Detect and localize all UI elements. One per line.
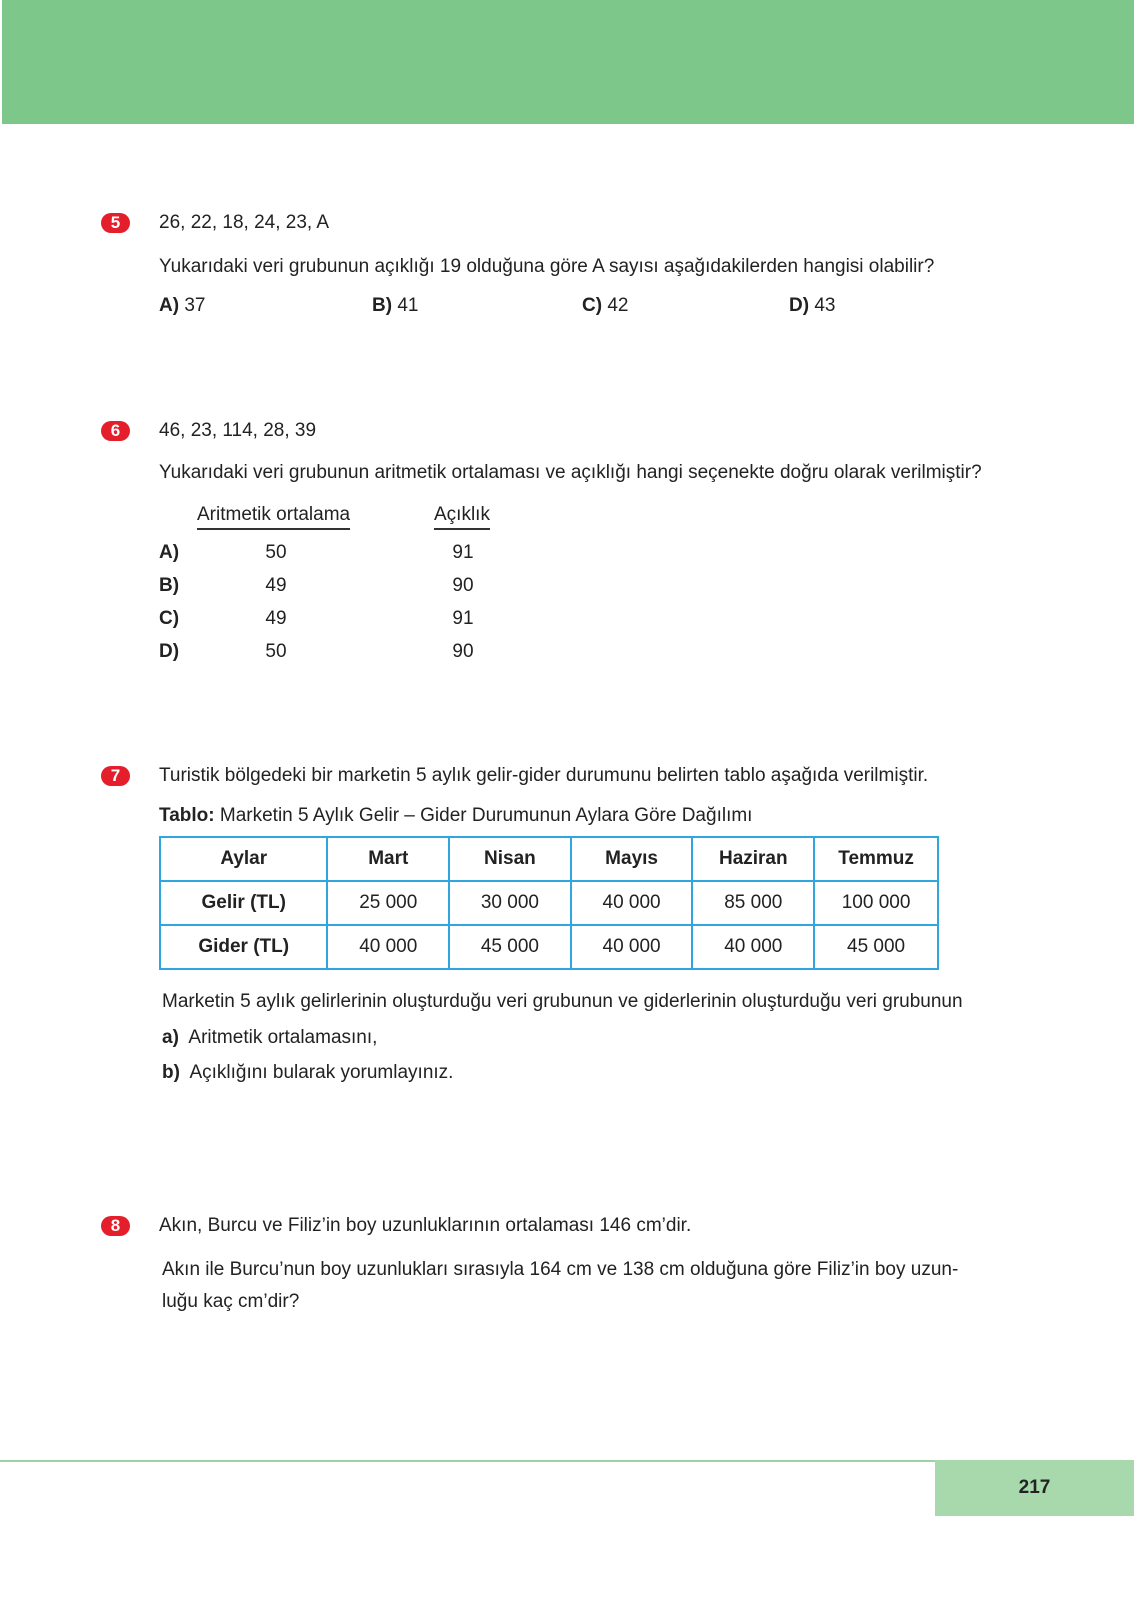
table-header-cell: Nisan — [449, 837, 571, 881]
q7-part-b: b) Açıklığını bularak yorumlayınız. — [162, 1062, 454, 1083]
table-cell: 40 000 — [327, 925, 449, 969]
table-cell: 40 000 — [571, 881, 693, 925]
option-mean: 49 — [265, 608, 287, 629]
q6-range-header: Açıklık — [434, 504, 490, 530]
table-header-cell: Mart — [327, 837, 449, 881]
q8-line1: Akın, Burcu ve Filiz’in boy uzunluklarının ortalaması 146 cm’dir. — [159, 1215, 692, 1236]
q6-mean-header: Aritmetik ortalama — [197, 504, 350, 530]
q5-option-d[interactable]: D) 43 — [789, 295, 836, 316]
option-range: 91 — [452, 608, 474, 629]
q6-data: 46, 23, 114, 28, 39 — [159, 420, 317, 441]
table-row — [160, 881, 938, 925]
option-label: D) — [159, 641, 180, 662]
q7-table-caption: Tablo: Marketin 5 Aylık Gelir – Gider Durumunun Aylara Göre Dağılımı — [159, 805, 753, 826]
table-header-cell: Mayıs — [571, 837, 693, 881]
table-cell: 30 000 — [449, 881, 571, 925]
table-row-label: Gelir (TL) — [160, 881, 327, 925]
option-label: C) — [159, 608, 180, 629]
table-cell: 85 000 — [692, 881, 814, 925]
table-header-cell: Haziran — [692, 837, 814, 881]
option-range: 90 — [452, 641, 474, 662]
q5-option-a[interactable]: A) 37 — [159, 295, 206, 316]
q5-option-c[interactable]: C) 42 — [582, 295, 629, 316]
table-cell: 25 000 — [327, 881, 449, 925]
option-range: 90 — [452, 575, 474, 596]
table-cell: 45 000 — [449, 925, 571, 969]
table-row — [160, 925, 938, 969]
option-mean: 49 — [265, 575, 287, 596]
q7-intro: Turistik bölgedeki bir marketin 5 aylık gelir-gider durumunu belirten tablo aşağıda verilmiştir. — [159, 765, 929, 786]
q8-line3: luğu kaç cm’dir? — [162, 1291, 300, 1312]
table-header-row — [160, 837, 938, 881]
q5-option-b[interactable]: B) 41 — [372, 295, 419, 316]
page-number: 217 — [935, 1460, 1134, 1516]
question-number-badge: 6 — [101, 421, 130, 441]
table-cell: 45 000 — [814, 925, 938, 969]
q6-question: Yukarıdaki veri grubunun aritmetik ortalaması ve açıklığı hangi seçenekte doğru olarak verilmiştir? — [159, 462, 982, 483]
q5-question: Yukarıdaki veri grubunun açıklığı 19 olduğuna göre A sayısı aşağıdakilerden hangisi olabilir? — [159, 256, 935, 277]
q5-data: 26, 22, 18, 24, 23, A — [159, 212, 330, 233]
option-label: A) — [159, 542, 180, 563]
income-expense-table — [159, 836, 939, 970]
table-header-cell: Temmuz — [814, 837, 938, 881]
q7-part-a: a) Aritmetik ortalamasını, — [162, 1027, 378, 1048]
option-range: 91 — [452, 542, 474, 563]
table-header-cell: Aylar — [160, 837, 327, 881]
header-band — [2, 0, 1134, 124]
table-cell: 40 000 — [692, 925, 814, 969]
table-cell: 40 000 — [571, 925, 693, 969]
option-label: B) — [159, 575, 180, 596]
question-number-badge: 5 — [101, 213, 130, 233]
option-mean: 50 — [265, 641, 287, 662]
option-mean: 50 — [265, 542, 287, 563]
table-cell: 100 000 — [814, 881, 938, 925]
table-row-label: Gider (TL) — [160, 925, 327, 969]
question-number-badge: 8 — [101, 1216, 130, 1236]
q8-line2: Akın ile Burcu’nun boy uzunlukları sırasıyla 164 cm ve 138 cm olduğuna göre Filiz’in boy uzun- — [162, 1259, 959, 1280]
question-number-badge: 7 — [101, 766, 130, 786]
footer-rule — [0, 1460, 935, 1462]
q7-prompt: Marketin 5 aylık gelirlerinin oluşturduğu veri grubunun ve giderlerinin oluşturduğu veri grubunun — [162, 991, 963, 1012]
